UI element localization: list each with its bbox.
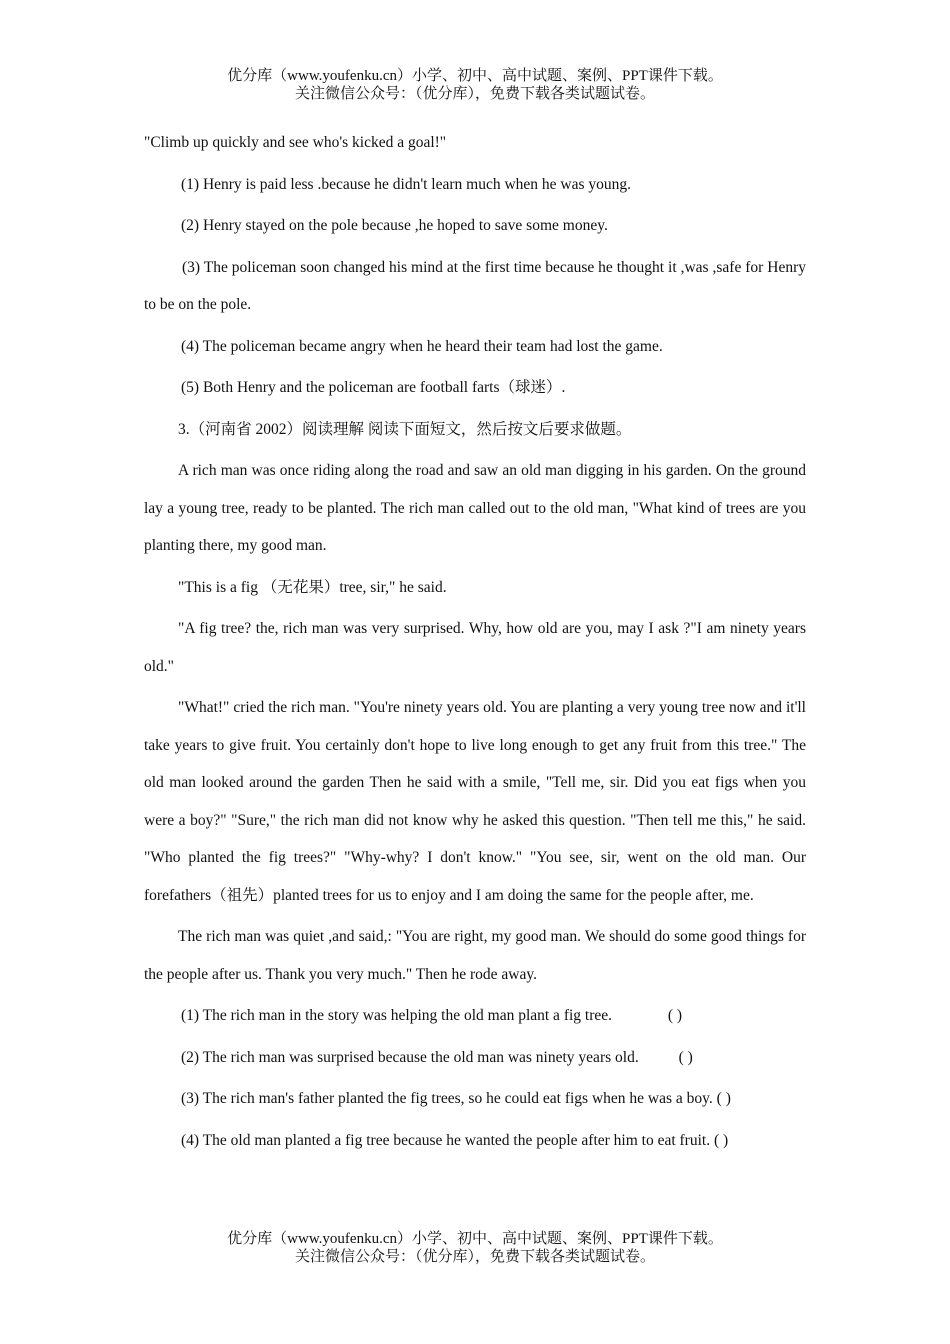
question-2-text: (2) The rich man was surprised because the old man was ninety years old. xyxy=(181,1048,639,1066)
passage-paragraph-2: "This is a fig （无花果）tree, sir," he said. xyxy=(178,578,447,596)
question-4 xyxy=(144,1122,806,1160)
footer-line-2: 关注微信公众号：（优分库），免费下载各类试题试卷。 xyxy=(294,1249,655,1265)
document-body xyxy=(144,124,806,1163)
page-header xyxy=(0,67,950,103)
question-1-answer-blank[interactable]: ( ) xyxy=(667,1007,683,1024)
question-3-text: (3) The rich man's father planted the fig trees, so he could eat figs when he was a boy. xyxy=(181,1090,713,1107)
header-line-1: 优分库（www.youfenku.cn）小学、初中、高中试题、案例、PPT课件下载。 xyxy=(227,68,723,84)
footer-line-1: 优分库（www.youfenku.cn）小学、初中、高中试题、案例、PPT课件下载。 xyxy=(227,1231,723,1247)
question-1 xyxy=(144,997,806,1035)
question-2 xyxy=(144,1039,806,1077)
passage-paragraph-1: A rich man was once riding along the road and saw an old man digging in his garden. On the ground lay a young tree, ready to be planted. The rich man called out to the old man, "What kind of trees are you planting there, my good man. xyxy=(144,462,806,554)
question-3-answer-blank[interactable]: ( ) xyxy=(716,1090,731,1107)
page-footer xyxy=(0,1230,950,1266)
statement-4: (4) The policeman became angry when he heard their team had lost the game. xyxy=(181,337,663,355)
passage-paragraph-4: "What!" cried the rich man. "You're ninety years old. You are planting a very young tree now and it'll take years to give fruit. You certainly don't hope to live long enough to get any fruit from this tree." The old man looked around the garden Then he said with a smile, "Tell me, sir. Did you eat figs when you were a boy?" "Sure," the rich man did not know why he asked this question. "Then tell me this," he said. "Who planted the fig trees?" "Why-why? I don't know." "You see, sir, went on the old man. Our forefathers（祖先）planted trees for us to enjoy and I am doing the same for the people after, me. xyxy=(144,699,806,904)
question-1-text: (1) The rich man in the story was helping the old man plant a fig tree. xyxy=(181,1007,613,1024)
statement-3: (3) The policeman soon changed his mind at the first time because he thought it ,was ,safe for Henry to be on the pole. xyxy=(144,258,806,313)
question-4-text: (4) The old man planted a fig tree because he wanted the people after him to eat fruit. xyxy=(181,1131,711,1149)
section-3-title: 3.（河南省 2002）阅读理解 阅读下面短文，然后按文后要求做题。 xyxy=(178,420,632,438)
opening-line: "Climb up quickly and see who's kicked a goal!" xyxy=(144,134,447,151)
question-4-answer-blank[interactable]: ( ) xyxy=(713,1131,729,1149)
question-2-answer-blank[interactable]: ( ) xyxy=(678,1048,693,1066)
passage-paragraph-5: The rich man was quiet ,and said,: "You are right, my good man. We should do some good things for the people after us. Thank you very much." Then he rode away. xyxy=(144,928,806,983)
statement-1: (1) Henry is paid less .because he didn't learn much when he was young. xyxy=(181,175,632,193)
statement-2: (2) Henry stayed on the pole because ,he hoped to save some money. xyxy=(181,217,608,234)
header-line-2: 关注微信公众号：（优分库），免费下载各类试题试卷。 xyxy=(294,86,655,102)
passage-paragraph-3: "A fig tree? the, rich man was very surprised. Why, how old are you, may I ask ?"I am ninety years old." xyxy=(144,620,806,675)
question-3 xyxy=(144,1080,806,1118)
statement-5: (5) Both Henry and the policeman are football farts（球迷）. xyxy=(181,379,566,396)
